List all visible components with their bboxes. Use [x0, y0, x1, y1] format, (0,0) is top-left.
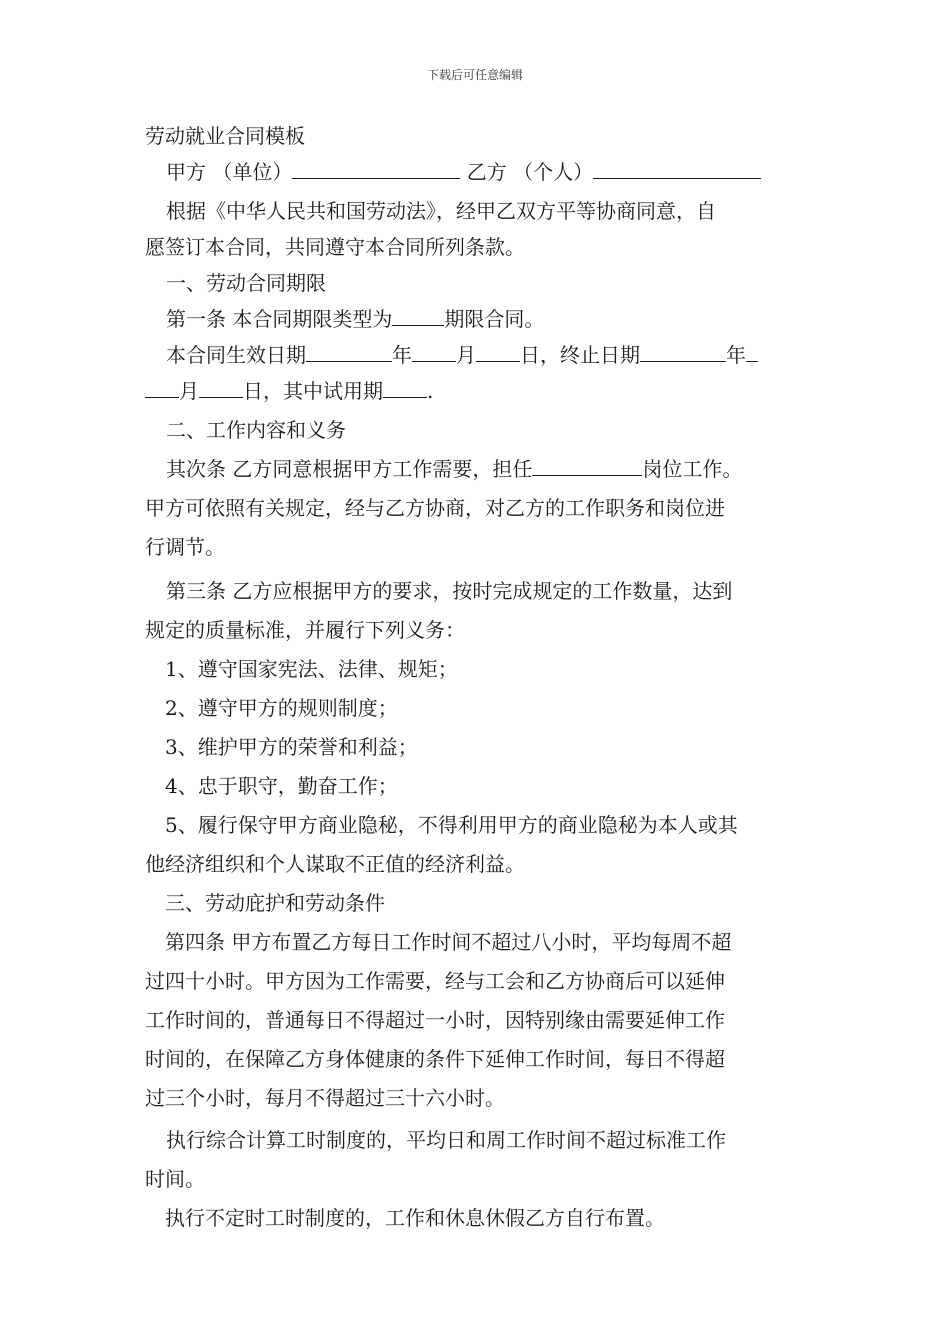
- article4-line-5: 过三个小时，每月不得超过三十六小时。: [145, 1086, 505, 1110]
- article1-text-b: 期限合同。: [444, 307, 545, 331]
- party-a-label: 甲方 （单位）: [166, 160, 293, 184]
- section1-heading: 一、劳动合同期限: [166, 271, 326, 295]
- effective-date-line: [145, 337, 810, 373]
- effective-date-label: 本合同生效日期: [166, 343, 306, 367]
- section2-heading: 二、工作内容和义务: [166, 418, 346, 442]
- end-day-blank[interactable]: [199, 375, 243, 398]
- duty-item-1: 1、遵守国家宪法、法律、规矩；: [165, 657, 458, 681]
- article3-line-1: 第三条 乙方应根据甲方的要求，按时完成规定的工作数量，达到: [166, 579, 733, 603]
- preamble-line-1: 根据《中华人民共和国劳动法》，经甲乙双方平等协商同意，自: [166, 199, 716, 223]
- article2-line-1: [145, 451, 810, 487]
- article4-line-2: 过四十小时。甲方因为工作需要，经与工会和乙方协商后可以延伸: [145, 969, 725, 993]
- article3-line-2: 规定的质量标准，并履行下列义务：: [145, 618, 465, 642]
- start-year-blank[interactable]: [306, 339, 392, 362]
- document-title: 劳动就业合同模板: [145, 124, 305, 148]
- duty-item-5: 5、履行保守甲方商业隐秘，不得利用甲方的商业隐秘为本人或其: [165, 813, 738, 837]
- contract-document: [145, 118, 810, 1236]
- article4-line-1: 第四条 甲方布置乙方每日工作时间不超过八小时，平均每周不超: [165, 930, 732, 954]
- end-month-blank-start[interactable]: [746, 339, 758, 362]
- start-month-blank[interactable]: [412, 339, 456, 362]
- article1-line: [145, 301, 810, 337]
- trial-period-end: .: [427, 379, 434, 403]
- party-b-label: 乙方 （个人）: [466, 160, 594, 184]
- flexible-hours-line: 执行不定时工时制度的，工作和休息休假乙方自行布置。: [165, 1206, 665, 1230]
- duty-item-2: 2、遵守甲方的规则制度；: [165, 696, 398, 720]
- duty-item-4: 4、忠于职守，勤奋工作；: [165, 774, 398, 798]
- article2-text-a: 其次条 乙方同意根据甲方工作需要，担任: [166, 457, 533, 481]
- end-year-blank[interactable]: [640, 339, 726, 362]
- article4-line-4: 时间的，在保障乙方身体健康的条件下延伸工作时间，每日不得超: [145, 1047, 725, 1071]
- start-day-blank[interactable]: [476, 339, 520, 362]
- trial-period-blank[interactable]: [383, 375, 427, 398]
- article4-line-3: 工作时间的，普通每日不得超过一小时，因特别缘由需要延伸工作: [145, 1008, 725, 1032]
- end-month-blank-cont[interactable]: [145, 375, 179, 398]
- preamble-line-2: 愿签订本合同，共同遵守本合同所列条款。: [145, 235, 525, 259]
- article2-line-3: 行调节。: [145, 535, 225, 559]
- header-note: 下载后可任意编辑: [426, 68, 523, 82]
- section3-heading: 三、劳动庇护和劳动条件: [165, 891, 385, 915]
- article2-line-2: 甲方可依照有关规定，经与乙方协商，对乙方的工作职务和岗位进: [145, 496, 725, 520]
- article1-text-a: 第一条 本合同期限类型为: [166, 307, 393, 331]
- article2-text-b: 岗位工作。: [642, 457, 743, 481]
- parties-line: [145, 154, 810, 190]
- duty-item-5-cont: 他经济组织和个人谋取不正值的经济利益。: [145, 852, 525, 876]
- trial-period-line: [145, 373, 810, 409]
- position-blank[interactable]: [532, 453, 642, 476]
- year-label: 年: [726, 343, 746, 367]
- party-a-blank[interactable]: [292, 156, 460, 179]
- term-type-blank[interactable]: [392, 303, 444, 326]
- duty-item-3: 3、维护甲方的荣誉和利益；: [165, 735, 418, 759]
- month-label: 月: [179, 379, 199, 403]
- comprehensive-hours-line-1: 执行综合计算工时制度的，平均日和周工作时间不超过标准工作: [166, 1128, 726, 1152]
- month-label: 月: [456, 343, 476, 367]
- end-date-label: 日，终止日期: [520, 343, 640, 367]
- year-label: 年: [392, 343, 412, 367]
- comprehensive-hours-line-2: 时间。: [145, 1167, 205, 1191]
- party-b-blank[interactable]: [593, 156, 761, 179]
- trial-period-label: 日，其中试用期: [243, 379, 383, 403]
